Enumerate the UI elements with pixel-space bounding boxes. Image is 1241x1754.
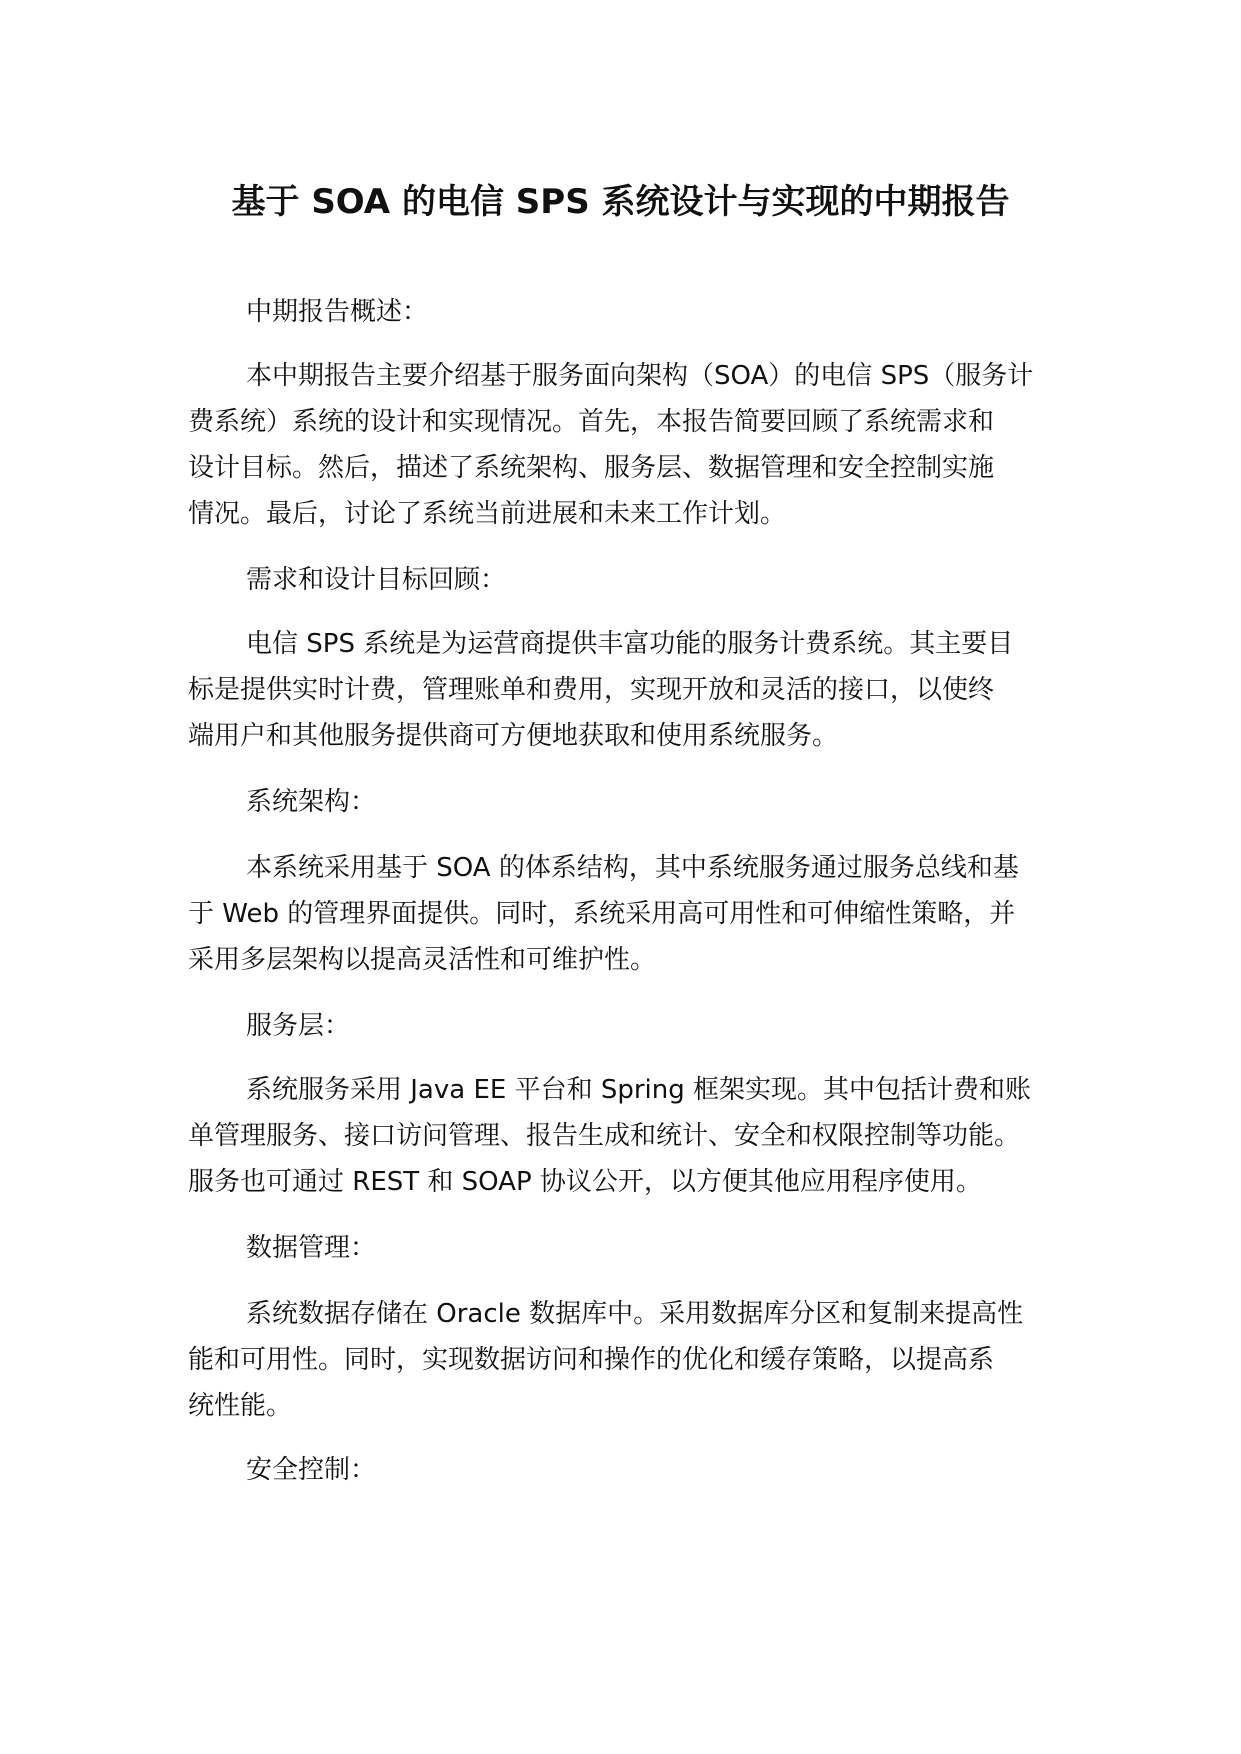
section-heading-requirements: 需求和设计目标回顾：: [246, 565, 507, 595]
paragraph-line: 端用户和其他服务提供商可方便地获取和使用系统服务。: [188, 721, 839, 751]
paragraph-line: 于 Web 的管理界面提供。同时，系统采用高可用性和可伸缩性策略，并: [188, 899, 1016, 929]
paragraph-line: 本中期报告主要介绍基于服务面向架构（SOA）的电信 SPS（服务计: [246, 361, 1034, 391]
paragraph-line: 系统服务采用 Java EE 平台和 Spring 框架实现。其中包括计费和账: [246, 1075, 1032, 1105]
paragraph-line: 情况。最后，讨论了系统当前进展和未来工作计划。: [188, 499, 787, 529]
section-heading-service-layer: 服务层：: [246, 1011, 351, 1041]
paragraph-line: 采用多层架构以提高灵活性和可维护性。: [188, 945, 657, 975]
section-heading-security: 安全控制：: [246, 1455, 377, 1485]
paragraph-line: 本系统采用基于 SOA 的体系结构，其中系统服务通过服务总线和基: [246, 853, 1019, 883]
document-title: 基于 SOA 的电信 SPS 系统设计与实现的中期报告: [231, 182, 1010, 222]
paragraph-line: 单管理服务、接口访问管理、报告生成和统计、安全和权限控制等功能。: [188, 1121, 1021, 1151]
paragraph-line: 统性能。: [188, 1391, 293, 1421]
section-heading-architecture: 系统架构：: [246, 787, 377, 817]
paragraph-line: 设计目标。然后，描述了系统架构、服务层、数据管理和安全控制实施: [188, 453, 995, 483]
paragraph-line: 费系统）系统的设计和实现情况。首先，本报告简要回顾了系统需求和: [188, 407, 995, 437]
paragraph-line: 服务也可通过 REST 和 SOAP 协议公开，以方便其他应用程序使用。: [188, 1167, 982, 1197]
section-heading-data-management: 数据管理：: [246, 1233, 377, 1263]
paragraph-line: 电信 SPS 系统是为运营商提供丰富功能的服务计费系统。其主要目: [246, 629, 1014, 659]
paragraph-line: 系统数据存储在 Oracle 数据库中。采用数据库分区和复制来提高性: [246, 1299, 1024, 1329]
paragraph-line: 能和可用性。同时，实现数据访问和操作的优化和缓存策略，以提高系: [188, 1345, 995, 1375]
section-heading-overview: 中期报告概述：: [246, 297, 429, 327]
paragraph-line: 标是提供实时计费，管理账单和费用，实现开放和灵活的接口，以使终: [188, 675, 995, 705]
